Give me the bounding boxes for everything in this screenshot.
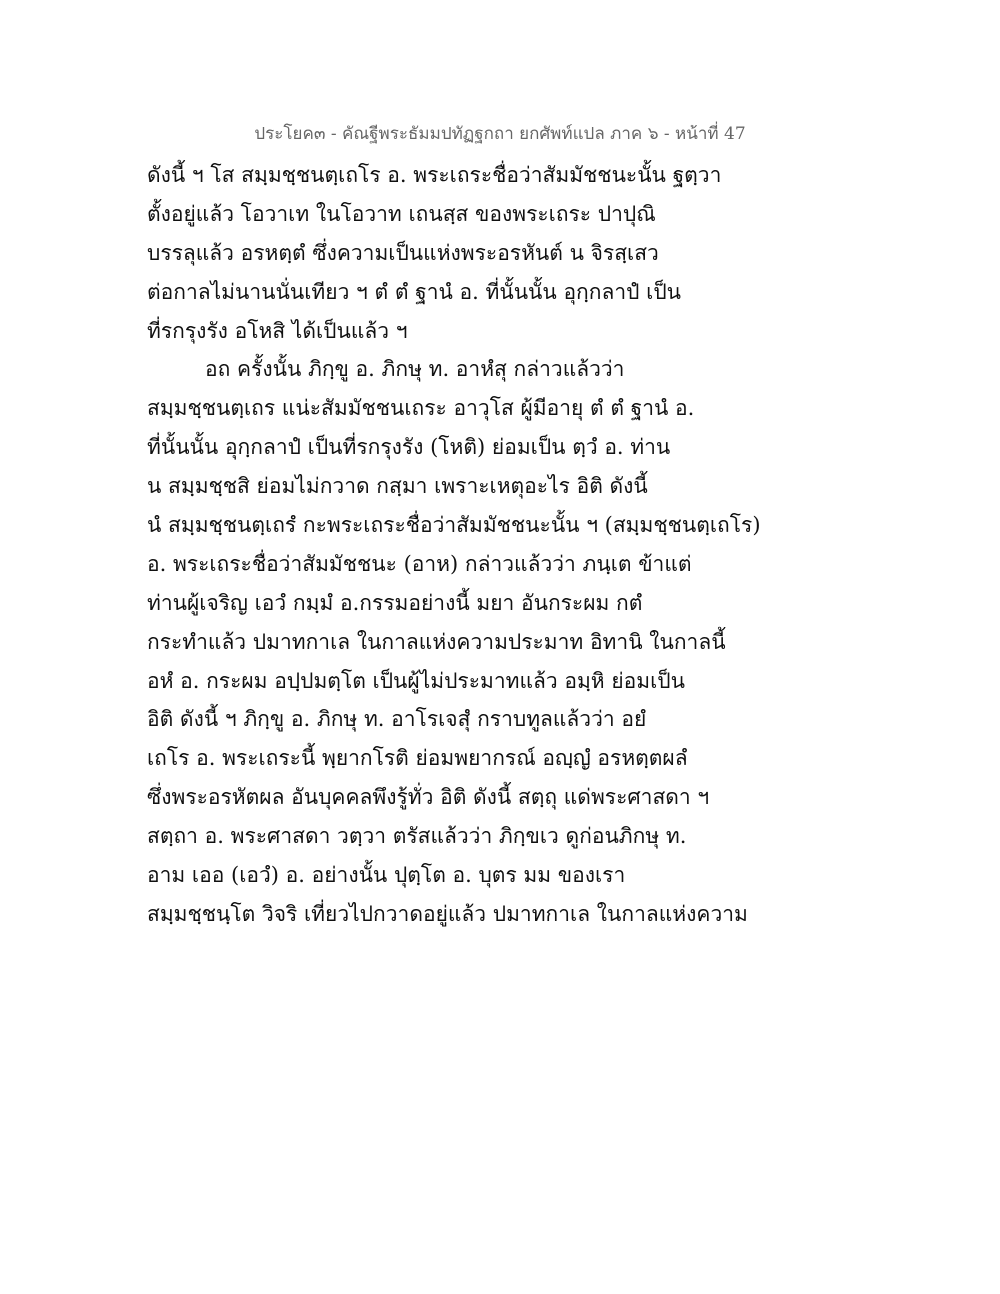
text-line: อิติ ดังนี้ ฯ ภิกฺขู อ. ภิกษุ ท. อาโรเจสุํ กราบทูลแล้วว่า อยํ [147, 707, 647, 732]
text-line: สมฺมชฺชนตฺเถร แน่ะสัมมัชชนเถระ อาวุโส ผู้มีอายุ ตํ ตํ ฐานํ อ. [147, 396, 695, 421]
page-header: ประโยค๓ - คัณฐีพระธัมมปทัฏฐกถา ยกศัพท์แปล ภาค ๖ - หน้าที่ 47 [254, 124, 746, 144]
text-line: อหํ อ. กระผม อปฺปมตฺโต เป็นผู้ไม่ประมาทแล้ว อมฺหิ ย่อมเป็น [147, 668, 685, 693]
text-line: ซึ่งพระอรหัตผล อันบุคคลพึงรู้ทั่ว อิติ ดังนี้ สตฺถุ แด่พระศาสดา ฯ [147, 785, 710, 810]
text-line: ตั้งอยู่แล้ว โอวาเท ในโอวาท เถนสฺส ของพระเถระ ปาปุณิ [147, 201, 656, 226]
text-line: นํ สมฺมชฺชนตฺเถรํ กะพระเถระชื่อว่าสัมมัชชนะนั้น ฯ (สมฺมชฺชนตฺเถโร) [147, 513, 761, 538]
text-line: ที่รกรุงรัง อโหสิ ได้เป็นแล้ว ฯ [147, 318, 408, 343]
text-line: อ. พระเถระชื่อว่าสัมมัชชนะ (อาห) กล่าวแล้วว่า ภนฺเต ข้าแต่ [147, 551, 692, 576]
text-line: ที่นั้นนั้น อุกฺกลาปํ เป็นที่รกรุงรัง (โหติ) ย่อมเป็น ตฺวํ อ. ท่าน [147, 435, 671, 460]
text-line: อาม เออ (เอวํ) อ. อย่างนั้น ปุตฺโต อ. บุตร มม ของเรา [147, 863, 626, 888]
text-line: เถโร อ. พระเถระนี้ พฺยากโรติ ย่อมพยากรณ์ อญฺญํ อรหตฺตผลํ [147, 746, 688, 771]
text-line: สตฺถา อ. พระศาสดา วตฺวา ตรัสแล้วว่า ภิกฺขเว ดูก่อนภิกษุ ท. [147, 824, 687, 849]
text-line: กระทำแล้ว ปมาทกาเล ในกาลแห่งความประมาท อิทานิ ในกาลนี้ [147, 629, 726, 654]
text-line: น สมฺมชฺชสิ ย่อมไม่กวาด กสฺมา เพราะเหตุอะไร อิติ ดังนี้ [147, 474, 648, 499]
text-line: ท่านผู้เจริญ เอวํ กมฺมํ อ.กรรมอย่างนี้ มยา อันกระผม กตํ [147, 590, 643, 615]
text-line: ดังนี้ ฯ โส สมฺมชฺชนตฺเถโร อ. พระเถระชื่อว่าสัมมัชชนะนั้น ฐตฺวา [147, 163, 722, 187]
page-body [147, 156, 867, 934]
text-line: บรรลุแล้ว อรหตฺตํ ซึ่งความเป็นแห่งพระอรหันต์ น จิรสฺเสว [147, 240, 659, 265]
text-line: อถ ครั้งนั้น ภิกฺขู อ. ภิกษุ ท. อาหํสุ กล่าวแล้วว่า [205, 357, 625, 382]
text-line: สมฺมชฺชนฺโต วิจริ เที่ยวไปกวาดอยู่แล้ว ปมาทกาเล ในกาลแห่งความ [147, 901, 748, 926]
text-line: ต่อกาลไม่นานนั่นเทียว ฯ ตํ ตํ ฐานํ อ. ที่นั้นนั้น อุกฺกลาปํ เป็น [147, 279, 682, 304]
